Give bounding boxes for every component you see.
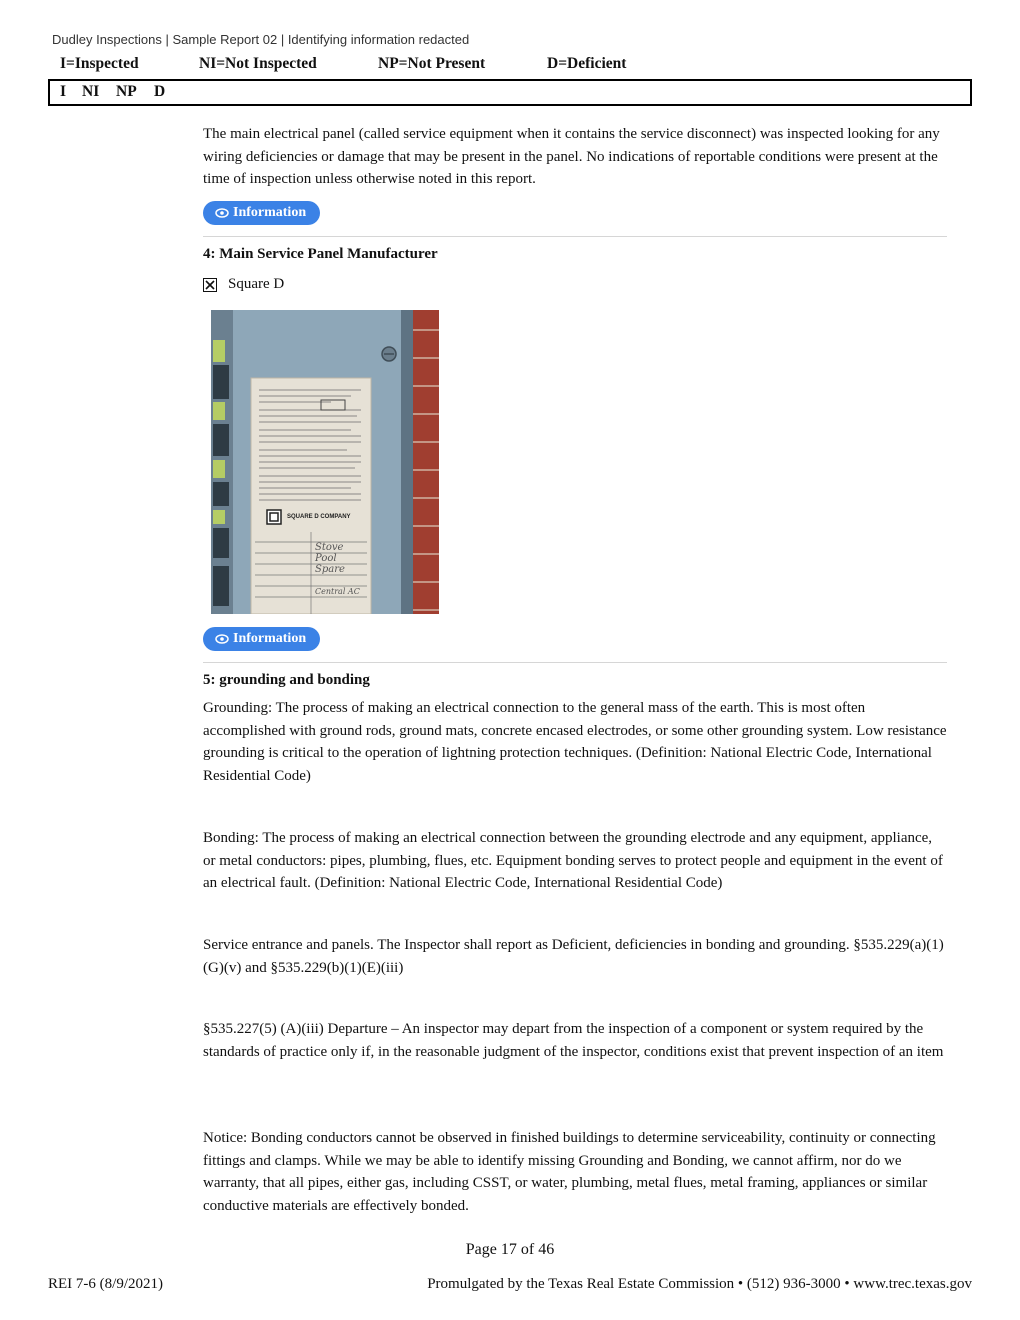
grounding-paragraph	[203, 697, 948, 787]
photo-handwriting-1: Stove	[315, 542, 344, 553]
eye-icon	[215, 634, 229, 644]
section-4-title: 4: Main Service Panel Manufacturer	[203, 246, 438, 262]
intro-text: The main electrical panel (called service equipment when it contains the service disconnect) was inspected looking for any wiring deficiencies or damage that may be present in the panel. No indications of reportable conditions were present at the time of inspection unless otherwise noted in this report.	[203, 126, 940, 187]
legend-not-inspected: NI=Not Inspected	[199, 55, 317, 72]
legend-inspected: I=Inspected	[60, 55, 139, 72]
photo-handwriting-3: Spare	[315, 564, 345, 575]
bonding-paragraph	[203, 827, 948, 895]
form-number: REI 7-6 (8/9/2021)	[48, 1276, 163, 1292]
panel-photo-image	[211, 310, 439, 614]
notice-paragraph	[203, 1127, 948, 1217]
col-ni: NI	[82, 83, 100, 100]
service-entrance-paragraph	[203, 934, 948, 979]
checkbox-square-d[interactable]	[203, 278, 217, 292]
grounding-text: Grounding: The process of making an electrical connection to the general mass of the earth. This is most often accomplished with ground rods, ground mats, concrete encased electrodes, or some other grounding system. Low resistance grounding is critical to the operation of lightning protection techniques. (Definition: National Electric Code, International Residential Code)	[203, 700, 947, 784]
section-5-title: 5: grounding and bonding	[203, 672, 370, 688]
page-number: Page 17 of 46	[465, 1241, 555, 1258]
photo-handwriting-2: Pool	[315, 553, 337, 564]
col-np: NP	[116, 83, 137, 100]
divider	[203, 662, 947, 663]
eye-icon	[215, 208, 229, 218]
option-label: Square D	[228, 276, 285, 292]
information-label: Information	[233, 631, 307, 646]
legend-not-present: NP=Not Present	[378, 55, 486, 72]
divider	[203, 236, 947, 237]
photo-handwriting-4: Central AC	[315, 587, 360, 596]
legend-deficient: D=Deficient	[547, 55, 627, 72]
panel-label-photo[interactable]	[211, 310, 439, 614]
notice-text: Notice: Bonding conductors cannot be observed in finished buildings to determine serviceability, continuity or connecting fittings and clamps. While we may be able to identify missing Grounding and Bonding, we cannot affirm, nor do we warranty, that all pipes, either gas, including CSST, or water, plumbing, metal flues, metal framing, appliances or similar conductive materials are effectively bonded.	[203, 1130, 936, 1214]
bonding-text: Bonding: The process of making an electrical connection between the grounding electrode and any equipment, appliance, or metal conductors: pipes, plumbing, flues, etc. Equipment bonding serves to protect people and equipment in the event of an electrical fault. (Definition: National Electric Code, International Residential Code)	[203, 830, 943, 891]
col-i: I	[60, 83, 67, 100]
departure-paragraph	[203, 1018, 948, 1063]
report-header: Dudley Inspections | Sample Report 02 | Identifying information redacted	[52, 32, 470, 47]
promulgated-line: Promulgated by the Texas Real Estate Commission • (512) 936-3000 • www.trec.texas.gov	[427, 1276, 972, 1292]
departure-text: §535.227(5) (A)(iii) Departure – An inspector may depart from the inspection of a component or system required by the standards of practice only if, in the reasonable judgment of the inspector, conditions exist that prevent inspection of an item	[203, 1021, 944, 1060]
intro-paragraph	[203, 123, 948, 191]
information-button-2[interactable]	[203, 627, 320, 651]
service-entrance-text: Service entrance and panels. The Inspector shall report as Deficient, deficiencies in bonding and grounding. §535.229(a)(1)(G)(v) and §535.229(b)(1)(E)(iii)	[203, 937, 944, 976]
information-button[interactable]	[203, 201, 320, 225]
status-columns-header	[48, 79, 972, 106]
information-label: Information	[233, 205, 307, 220]
check-x-icon	[205, 280, 215, 290]
col-d: D	[154, 83, 166, 100]
photo-brand-text: SQUARE D COMPANY	[287, 514, 351, 520]
